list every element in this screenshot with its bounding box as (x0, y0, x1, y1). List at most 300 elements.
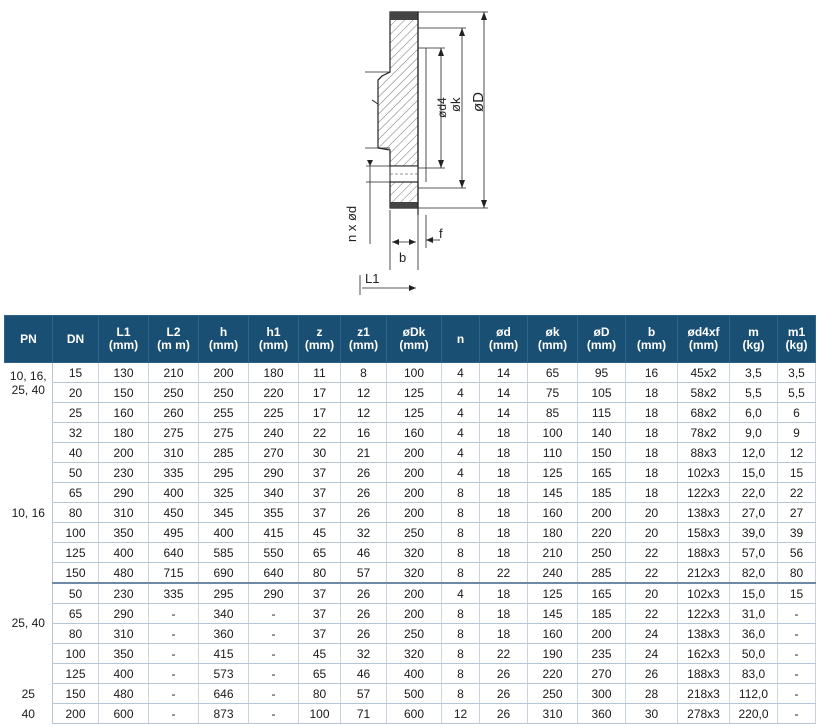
table-cell: 310 (99, 503, 149, 523)
table-cell: 220 (528, 664, 578, 684)
table-cell: 200 (387, 443, 442, 463)
column-header (299, 316, 341, 363)
table-cell: 9,0 (730, 423, 778, 443)
table-cell: 8 (442, 543, 480, 563)
table-cell: 290 (249, 583, 299, 604)
table-cell: 310 (99, 624, 149, 644)
pn-cell: 25, 40 (5, 563, 53, 684)
table-cell: 165 (578, 583, 626, 604)
table-cell: 32 (341, 523, 387, 543)
table-cell: 22,0 (730, 483, 778, 503)
table-cell: 8 (442, 624, 480, 644)
table-cell: 230 (99, 463, 149, 483)
table-cell: 18 (480, 503, 528, 523)
table-cell: 290 (249, 463, 299, 483)
table-cell: 350 (99, 523, 149, 543)
table-cell: 71 (341, 704, 387, 724)
table-cell: 3,5 (730, 363, 778, 383)
table-row (5, 583, 816, 604)
table-cell: 112,0 (730, 684, 778, 704)
column-header-unit: (m m) (157, 338, 190, 352)
table-cell: 9 (778, 423, 816, 443)
table-cell: 125 (53, 664, 99, 684)
table-cell: 46 (341, 543, 387, 563)
table-cell: 95 (578, 363, 626, 383)
table-cell: 130 (99, 363, 149, 383)
table-cell: 320 (387, 563, 442, 584)
table-cell: - (249, 604, 299, 624)
table-cell: 138x3 (678, 503, 730, 523)
table-cell: 275 (199, 423, 249, 443)
table-cell: 105 (578, 383, 626, 403)
table-cell: 65 (299, 664, 341, 684)
table-cell: 100 (53, 644, 99, 664)
table-cell: 250 (578, 543, 626, 563)
table-cell: 640 (149, 543, 199, 563)
table-cell: 4 (442, 443, 480, 463)
table-row (5, 644, 816, 664)
table-cell: 57,0 (730, 543, 778, 563)
table-cell: 415 (249, 523, 299, 543)
table-cell: 32 (53, 423, 99, 443)
column-header-label: øD (593, 325, 610, 339)
table-cell: 32 (341, 644, 387, 664)
table-cell: 335 (149, 463, 199, 483)
table-cell: 15 (778, 583, 816, 604)
table-cell: 125 (387, 383, 442, 403)
table-cell: 4 (442, 403, 480, 423)
table-cell: 115 (578, 403, 626, 423)
table-cell: 18 (626, 423, 678, 443)
table-cell: 27 (778, 503, 816, 523)
table-cell: 3,5 (778, 363, 816, 383)
table-cell: 600 (387, 704, 442, 724)
table-cell: 255 (199, 403, 249, 423)
table-cell: 45 (299, 523, 341, 543)
table-cell: 83,0 (730, 664, 778, 684)
table-cell: 145 (528, 483, 578, 503)
table-row (5, 403, 816, 423)
table-cell: 40 (53, 443, 99, 463)
table-cell: 8 (442, 644, 480, 664)
table-cell: - (249, 624, 299, 644)
table-cell: 200 (387, 604, 442, 624)
table-cell: 285 (199, 443, 249, 463)
table-cell: 18 (480, 604, 528, 624)
table-cell: 18 (626, 483, 678, 503)
table-cell: 340 (249, 483, 299, 503)
label-D: øD (470, 92, 487, 112)
table-cell: 210 (149, 363, 199, 383)
column-header (626, 316, 678, 363)
table-cell: 260 (149, 403, 199, 423)
table-cell: 18 (480, 423, 528, 443)
column-header (249, 316, 299, 363)
table-cell: 200 (53, 704, 99, 724)
table-cell: 646 (199, 684, 249, 704)
column-header (480, 316, 528, 363)
table-cell: 50 (53, 463, 99, 483)
table-cell: 85 (528, 403, 578, 423)
table-cell: 14 (480, 383, 528, 403)
table-cell: - (778, 644, 816, 664)
table-cell: 180 (99, 423, 149, 443)
table-header-row (5, 316, 816, 363)
table-cell: 290 (99, 604, 149, 624)
table-cell: 17 (299, 403, 341, 423)
table-cell: - (149, 704, 199, 724)
table-cell: 65 (53, 483, 99, 503)
table-cell: 122x3 (678, 604, 730, 624)
column-header (149, 316, 199, 363)
table-cell: 400 (387, 664, 442, 684)
table-cell: 310 (149, 443, 199, 463)
column-header-label: h (219, 325, 228, 339)
table-cell: 160 (528, 624, 578, 644)
table-cell: 15 (778, 463, 816, 483)
table-cell: 18 (626, 403, 678, 423)
table-cell: 250 (387, 523, 442, 543)
table-cell: 80 (53, 503, 99, 523)
table-cell: 12 (442, 704, 480, 724)
table-cell: 26 (341, 624, 387, 644)
table-cell: 57 (341, 563, 387, 584)
table-cell: 8 (341, 363, 387, 383)
table-cell: 18 (480, 463, 528, 483)
table-row (5, 463, 816, 483)
table-cell: 8 (442, 684, 480, 704)
table-row (5, 523, 816, 543)
table-row (5, 423, 816, 443)
table-cell: - (149, 644, 199, 664)
table-cell: 185 (578, 604, 626, 624)
table-cell: 50 (53, 583, 99, 604)
table-cell: 180 (528, 523, 578, 543)
column-header-label: PN (20, 331, 37, 346)
table-cell: 320 (387, 644, 442, 664)
table-cell: 235 (578, 644, 626, 664)
table-cell: 270 (578, 664, 626, 684)
table-cell: 200 (99, 443, 149, 463)
table-cell: 188x3 (678, 664, 730, 684)
table-cell: 162x3 (678, 644, 730, 664)
column-header (387, 316, 442, 363)
column-header-unit: (mm) (399, 338, 429, 352)
table-cell: 285 (578, 563, 626, 584)
table-cell: 68x2 (678, 403, 730, 423)
table-row (5, 543, 816, 563)
column-header (99, 316, 149, 363)
table-cell: 5,5 (730, 383, 778, 403)
table-cell: 80 (778, 563, 816, 584)
table-cell: 8 (442, 563, 480, 584)
table-cell: 450 (149, 503, 199, 523)
table-cell: 240 (249, 423, 299, 443)
table-cell: 200 (387, 463, 442, 483)
table-cell: 26 (480, 684, 528, 704)
column-header-label: øk (545, 325, 560, 339)
table-cell: 690 (199, 563, 249, 584)
table-cell: 218x3 (678, 684, 730, 704)
table-cell: 355 (249, 503, 299, 523)
table-cell: 150 (53, 563, 99, 584)
table-cell: 345 (199, 503, 249, 523)
column-header-label: z (316, 325, 323, 339)
table-cell: 22 (778, 483, 816, 503)
table-cell: 20 (626, 523, 678, 543)
table-cell: 26 (341, 463, 387, 483)
table-cell: 22 (626, 604, 678, 624)
table-cell: 4 (442, 463, 480, 483)
column-header-unit: (mm) (586, 338, 617, 352)
table-cell: 125 (387, 403, 442, 423)
table-cell: - (149, 664, 199, 684)
table-cell: 14 (480, 363, 528, 383)
table-cell: 8 (442, 503, 480, 523)
table-cell: 39 (778, 523, 816, 543)
table-cell: 230 (99, 583, 149, 604)
table-cell: 12 (341, 403, 387, 423)
table-cell: 28 (626, 684, 678, 704)
column-header-label: b (647, 325, 656, 339)
table-cell: 18 (480, 443, 528, 463)
table-cell: 150 (99, 383, 149, 403)
table-cell: 573 (199, 664, 249, 684)
table-cell: 56 (778, 543, 816, 563)
table-cell: 165 (578, 463, 626, 483)
table-cell: 500 (387, 684, 442, 704)
table-cell: 158x3 (678, 523, 730, 543)
table-cell: - (249, 664, 299, 684)
table-cell: 160 (387, 423, 442, 443)
table-cell: 400 (199, 523, 249, 543)
table-cell: 45x2 (678, 363, 730, 383)
table-cell: 278x3 (678, 704, 730, 724)
column-header-unit: (mm) (108, 338, 139, 352)
column-header-unit: (mm) (537, 338, 568, 352)
table-cell: 220,0 (730, 704, 778, 724)
table-cell: 22 (626, 543, 678, 563)
column-header-label: ød (496, 325, 511, 339)
table-cell: 220 (578, 523, 626, 543)
pn-cell: 40 (5, 704, 53, 724)
column-header-label: ød4xf (687, 325, 720, 339)
table-cell: 145 (528, 604, 578, 624)
table-cell: 400 (149, 483, 199, 503)
table-cell: 8 (442, 523, 480, 543)
column-header (53, 316, 99, 363)
table-cell: 200 (387, 503, 442, 523)
table-cell: 350 (99, 644, 149, 664)
table-cell: 270 (249, 443, 299, 463)
table-row (5, 383, 816, 403)
flange-drawing (0, 0, 817, 300)
table-cell: 8 (442, 483, 480, 503)
table-row (5, 684, 816, 704)
column-header-label: L1 (116, 325, 131, 339)
table-cell: 190 (528, 644, 578, 664)
table-body (5, 363, 816, 724)
table-cell: 78x2 (678, 423, 730, 443)
table-cell: 495 (149, 523, 199, 543)
table-cell: 82,0 (730, 563, 778, 584)
table-cell: 17 (299, 383, 341, 403)
table-cell: 18 (626, 443, 678, 463)
table-row (5, 363, 816, 383)
table-cell: 873 (199, 704, 249, 724)
table-cell: 200 (578, 503, 626, 523)
flange-section (365, 12, 426, 215)
label-b: b (399, 250, 407, 265)
table-cell: 5,5 (778, 383, 816, 403)
table-cell: 37 (299, 583, 341, 604)
table-cell: 250 (199, 383, 249, 403)
table-cell: 290 (99, 483, 149, 503)
table-cell: 25 (53, 403, 99, 423)
table-cell: 200 (387, 583, 442, 604)
table-row (5, 664, 816, 684)
table-cell: 150 (53, 684, 99, 704)
table-cell: 15 (53, 363, 99, 383)
column-header-label: DN (66, 331, 85, 346)
table-cell: 15,0 (730, 583, 778, 604)
table-cell: 37 (299, 624, 341, 644)
table-cell: 21 (341, 443, 387, 463)
table-cell: 100 (528, 423, 578, 443)
table-cell: 65 (299, 543, 341, 563)
table-cell: 20 (626, 503, 678, 523)
table-cell: - (149, 684, 199, 704)
table-cell: 37 (299, 463, 341, 483)
table-row (5, 503, 816, 523)
table-row (5, 704, 816, 724)
table-cell: 8 (442, 604, 480, 624)
table-cell: 12 (341, 383, 387, 403)
pn-cell: 10, 16 (5, 463, 53, 563)
table-cell: 26 (626, 664, 678, 684)
table-cell: 24 (626, 624, 678, 644)
column-header-unit: (mm) (636, 338, 667, 352)
table-cell: 360 (199, 624, 249, 644)
table-cell: 220 (249, 383, 299, 403)
table-cell: - (149, 624, 199, 644)
table-cell: 102x3 (678, 583, 730, 604)
table-cell: 18 (480, 583, 528, 604)
column-header-label: m1 (787, 325, 806, 339)
column-header (578, 316, 626, 363)
table-cell: 4 (442, 383, 480, 403)
table-cell: 57 (341, 684, 387, 704)
column-header (199, 316, 249, 363)
table-row (5, 604, 816, 624)
table-cell: 80 (299, 563, 341, 584)
column-header-label: z1 (357, 325, 370, 339)
table-cell: 65 (53, 604, 99, 624)
table-cell: 200 (199, 363, 249, 383)
table-cell: 27,0 (730, 503, 778, 523)
column-header-unit: (kg) (742, 338, 765, 352)
table-cell: 4 (442, 363, 480, 383)
table-cell: 480 (99, 684, 149, 704)
table-cell: 360 (578, 704, 626, 724)
table-cell: 585 (199, 543, 249, 563)
table-cell: 18 (626, 463, 678, 483)
table-cell: 6,0 (730, 403, 778, 423)
label-L1: L1 (365, 271, 380, 286)
table-cell: 24 (626, 644, 678, 664)
table-cell: 600 (99, 704, 149, 724)
table-cell: 400 (99, 664, 149, 684)
table-cell: 26 (341, 583, 387, 604)
column-header (730, 316, 778, 363)
table-cell: - (778, 664, 816, 684)
table-cell: 300 (578, 684, 626, 704)
column-header-label: m (748, 325, 759, 339)
table-cell: 125 (528, 463, 578, 483)
table-cell: 88x3 (678, 443, 730, 463)
table-cell: 50,0 (730, 644, 778, 664)
table-cell: 37 (299, 483, 341, 503)
table-cell: 45 (299, 644, 341, 664)
table-cell: 250 (528, 684, 578, 704)
table-cell: 16 (626, 363, 678, 383)
table-row (5, 443, 816, 463)
table-cell: - (249, 684, 299, 704)
table-cell: 18 (480, 543, 528, 563)
table-cell: 160 (528, 503, 578, 523)
table-cell: 26 (341, 604, 387, 624)
table-cell: 30 (299, 443, 341, 463)
table-cell: 20 (626, 583, 678, 604)
pn-cell: 10, 16, 25, 40 (5, 363, 53, 403)
table-cell: 18 (480, 483, 528, 503)
table-cell: 715 (149, 563, 199, 584)
column-header-label: n (456, 331, 465, 346)
table-cell: 335 (149, 583, 199, 604)
table-cell: 160 (99, 403, 149, 423)
table-row (5, 563, 816, 584)
table-cell: 320 (387, 543, 442, 563)
table-cell: 18 (480, 624, 528, 644)
column-header-unit: (kg) (785, 338, 808, 352)
column-header-unit: (mm) (208, 338, 239, 352)
table-cell: - (778, 684, 816, 704)
table-cell: - (778, 704, 816, 724)
column-header-label: h1 (266, 325, 281, 339)
table-cell: 15,0 (730, 463, 778, 483)
table-cell: - (249, 704, 299, 724)
table-cell: 20 (53, 383, 99, 403)
table-cell: 12,0 (730, 443, 778, 463)
column-header-label: øDk (402, 325, 426, 339)
table-cell: - (778, 604, 816, 624)
table-row (5, 624, 816, 644)
table-cell: 22 (480, 563, 528, 584)
table-cell: 37 (299, 604, 341, 624)
table-cell: 26 (480, 664, 528, 684)
table-cell: 225 (249, 403, 299, 423)
column-header (528, 316, 578, 363)
table-cell: 295 (199, 463, 249, 483)
table-cell: 125 (53, 543, 99, 563)
label-f: f (439, 226, 443, 241)
table-cell: - (249, 644, 299, 664)
column-header-unit: (mm) (488, 338, 519, 352)
column-header-unit: (mm) (304, 338, 335, 352)
table-cell: 250 (387, 624, 442, 644)
table-cell: 80 (53, 624, 99, 644)
table-row (5, 483, 816, 503)
